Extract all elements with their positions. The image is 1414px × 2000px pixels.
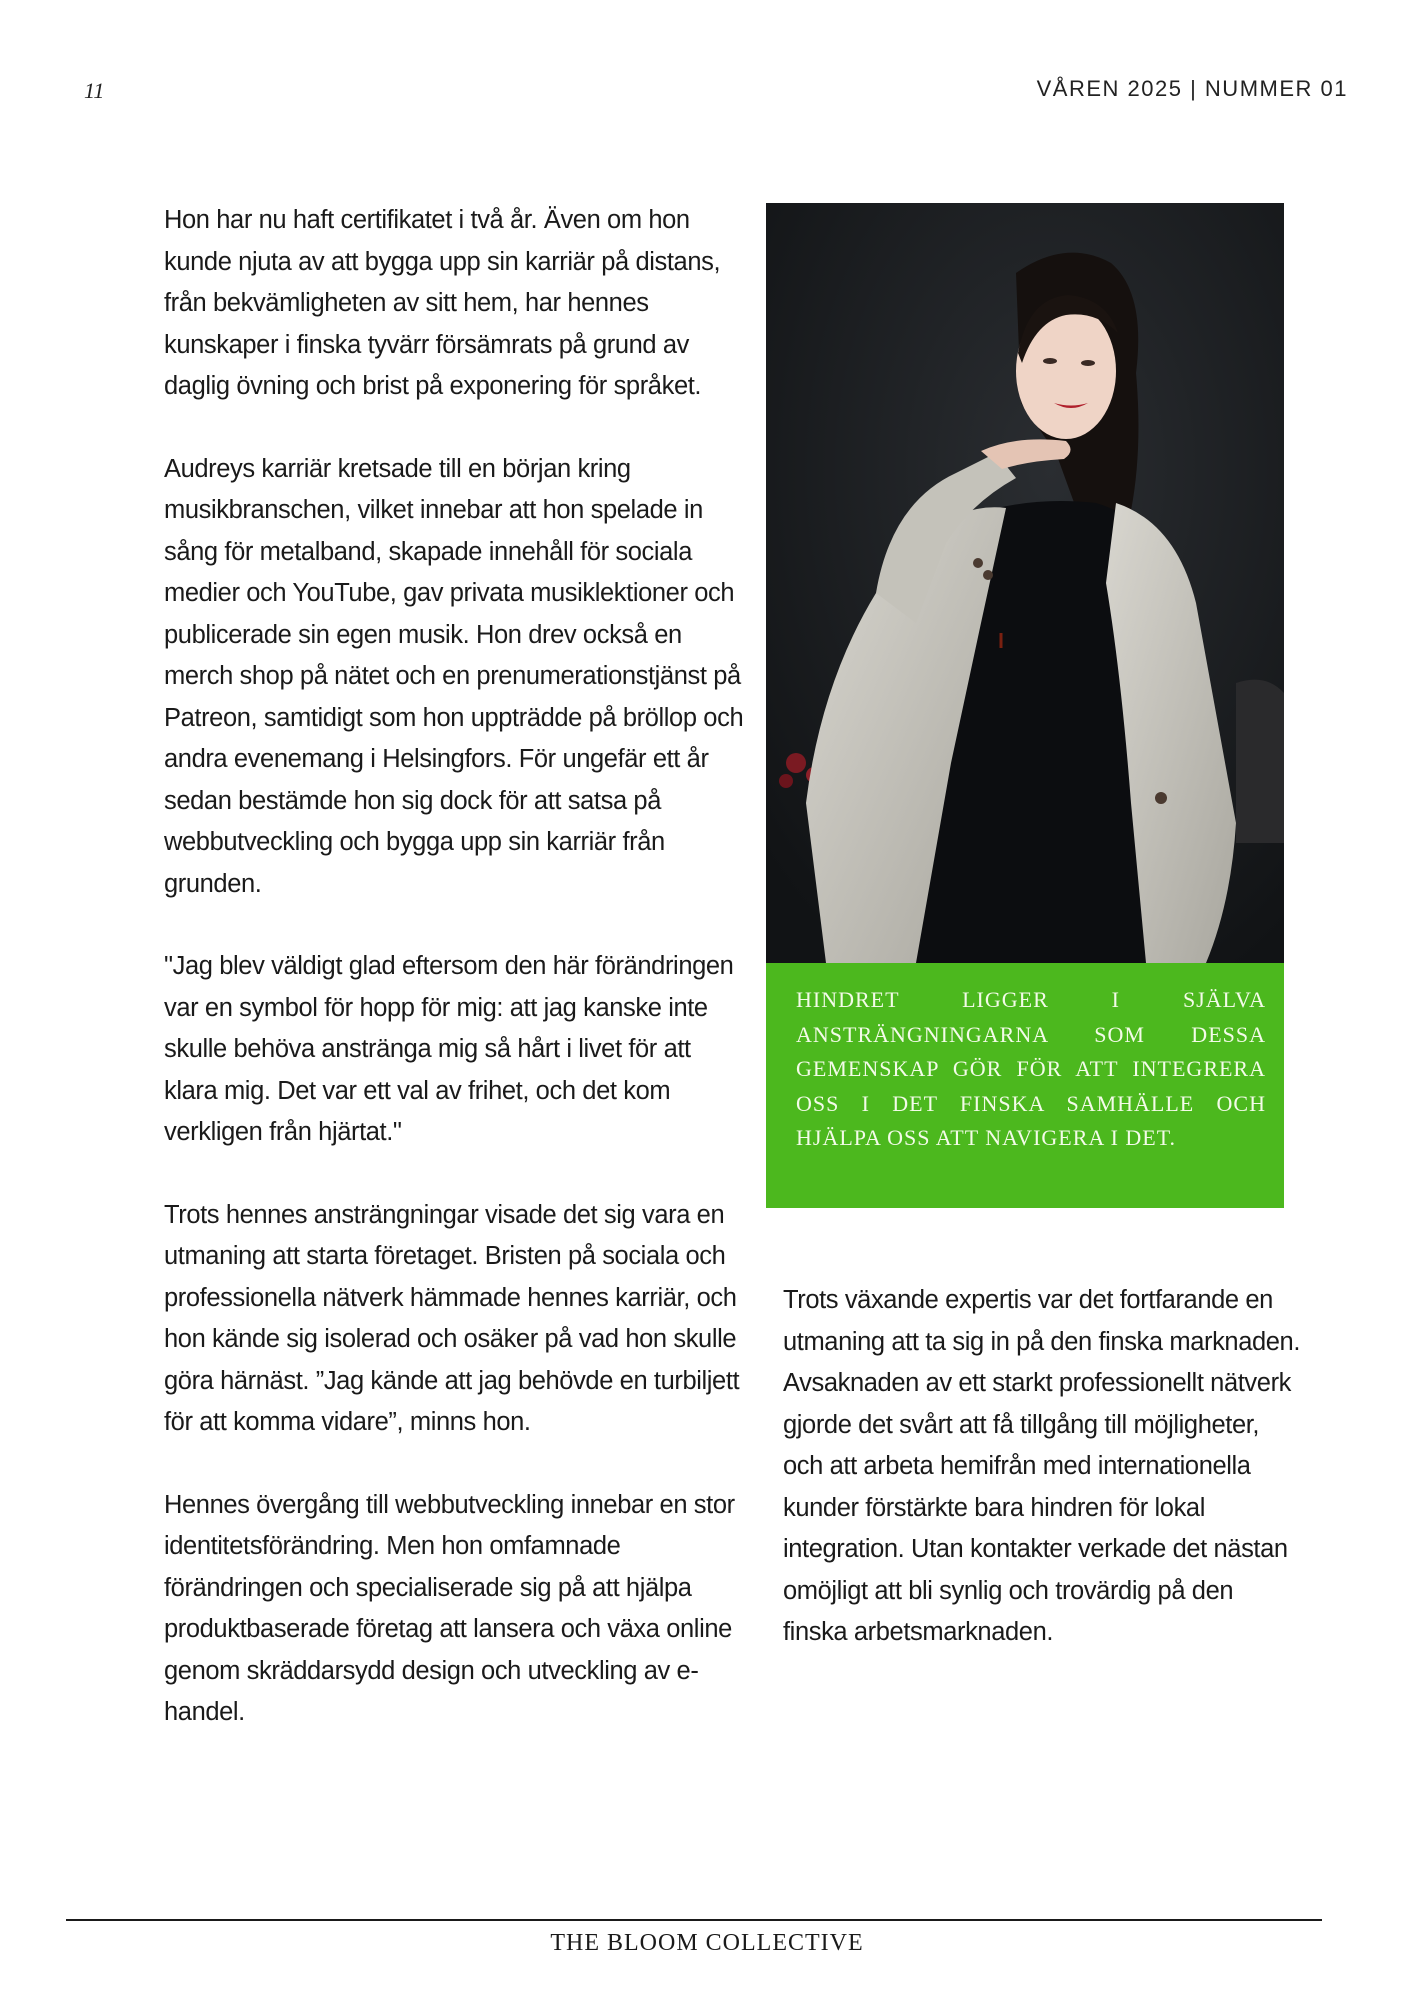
footer-publication-title: THE BLOOM COLLECTIVE <box>550 1930 864 1956</box>
right-column <box>783 1280 1303 1695</box>
pull-quote-box <box>766 963 1284 1208</box>
page-number: 11 <box>84 78 105 103</box>
body-paragraph: Audreys karriär kretsade till en början kring musikbranschen, vilket innebar att hon spelade in sång för metalband, skapade innehåll för sociala medier och YouTube, gav privata musiklektioner och publicerade sin egen musik. Hon drev också en merch shop på nätet och en prenumerationstjänst på Patreon, samtidigt som hon uppträdde på bröllop och andra evenemang i Helsingfors. För ungefär ett år sedan bestämde hon sig dock för att satsa på webbutveckling och bygga upp sin karriär från grunden. <box>164 454 744 898</box>
body-paragraph: Trots växande expertis var det fortfarande en utmaning att ta sig in på den finska marknaden. Avsaknaden av ett starkt professionellt nätverk gjorde det svårt att få tillgång till möjligheter, och att arbeta hemifrån med internationella kunder förstärkte bara hindren för lokal integration. Utan kontakter verkade det nästan omöjligt att bli synlig och trovärdig på den finska arbetsmarknaden. <box>783 1286 1301 1646</box>
issue-label: VÅREN 2025 | NUMMER 01 <box>1036 76 1348 101</box>
body-paragraph: Trots hennes ansträngningar visade det sig vara en utmaning att starta företaget. Bristen på sociala och professionella nätverk hämmade hennes karriär, och hon kände sig isolerad och osäker på vad hon skulle göra härnäst. ”Jag kände att jag behövde en turbiljett för att komma vidare”, minns hon. <box>164 1200 740 1436</box>
portrait-photo <box>766 203 1284 963</box>
body-paragraph: Hennes övergång till webbutveckling innebar en stor identitetsförändring. Men hon omfamnade förändringen och specialiserade sig på att hjälpa produktbaserade företag att lansera och växa online genom skräddarsydd design och utveckling av e-handel. <box>164 1490 735 1726</box>
body-paragraph: Hon har nu haft certifikatet i två år. Även om hon kunde njuta av att bygga upp sin karriär på distans, från bekvämligheten av sitt hem, har hennes kunskaper i finska tyvärr försämrats på grund av daglig övning och brist på exponering för språket. <box>164 206 721 400</box>
left-column <box>164 200 744 1775</box>
pull-quote-text: HINDRET LIGGER I SJÄLVA ANSTRÄNGNINGARNA SOM DESSA GEMENSKAP GÖR FÖR ATT INTEGRERA OSS I DET FINSKA SAMHÄLLE OCH HJÄLPA OSS ATT NAVIGERA I DET. <box>796 987 1266 1150</box>
footer-divider <box>66 1919 1322 1921</box>
quote-paragraph: "Jag blev väldigt glad eftersom den här förändringen var en symbol för hopp för mig: att jag kanske inte skulle behöva anstränga mig så hårt i livet för att klara mig. Det var ett val av frihet, och det kom verkligen från hjärtat." <box>164 952 734 1146</box>
portrait-illustration <box>766 203 1284 963</box>
